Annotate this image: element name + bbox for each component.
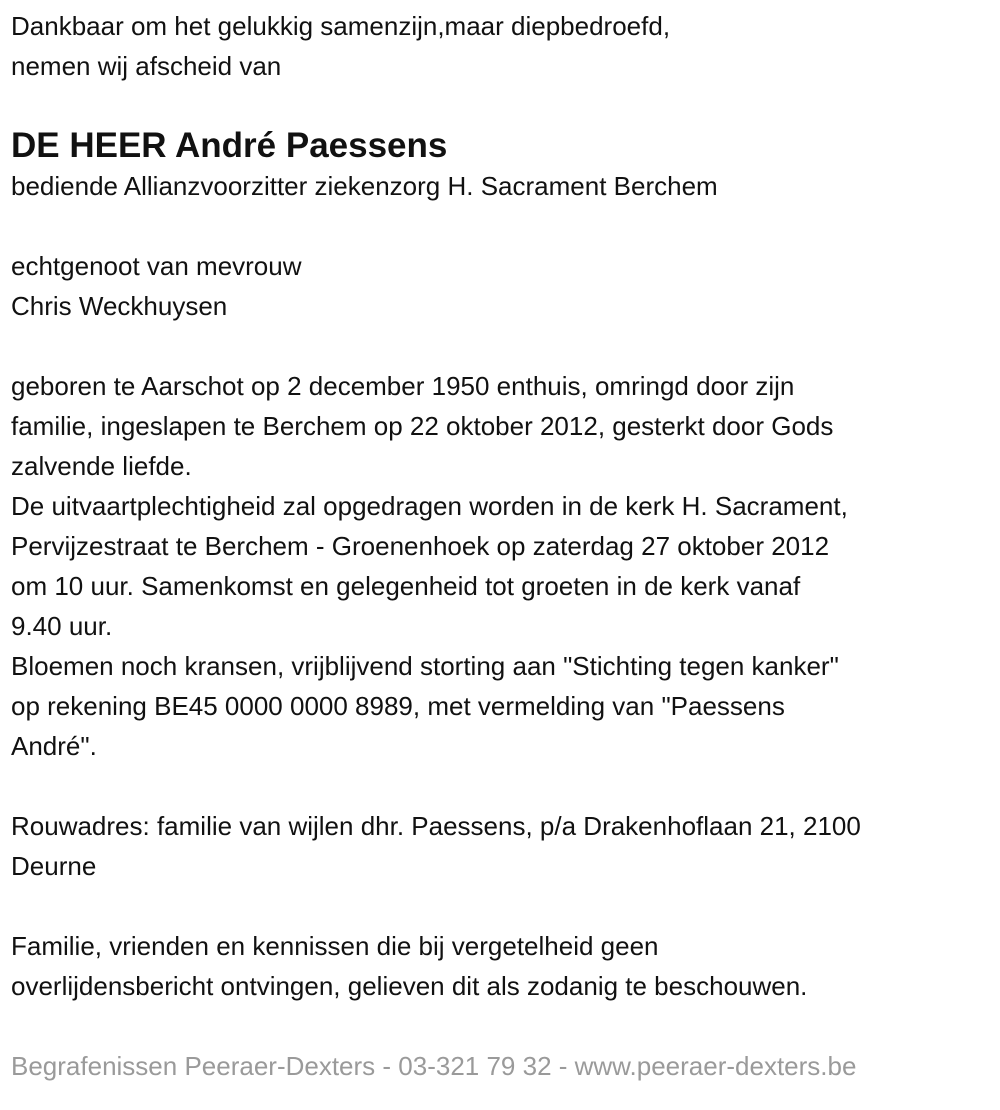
details-line: zalvende liefde. [11, 451, 192, 481]
details-line: 9.40 uur. [11, 611, 113, 641]
details-line: Pervijzestraat te Berchem - Groenenhoek op zaterdag 27 oktober 2012 [11, 531, 830, 561]
intro-line: nemen wij afscheid van [11, 51, 282, 81]
details-line: geboren te Aarschot op 2 december 1950 enthuis, omringd door zijn [11, 371, 795, 401]
details-line: familie, ingeslapen te Berchem op 22 oktober 2012, gesterkt door Gods [11, 411, 834, 441]
details-line: om 10 uur. Samenkomst en gelegenheid tot groeten in de kerk vanaf [11, 571, 801, 601]
details-line: Bloemen noch kransen, vrijblijvend storting aan "Stichting tegen kanker" [11, 651, 839, 681]
address-line: Deurne [11, 851, 97, 881]
spouse-line: echtgenoot van mevrouw [11, 251, 302, 281]
deceased-role: bediende Allianzvoorzitter ziekenzorg H. Sacrament Berchem [11, 171, 718, 201]
details-line: André". [11, 731, 97, 761]
obituary-notice [11, 6, 861, 1086]
deceased-name: DE HEER André Paessens [11, 126, 448, 165]
address-line: Rouwadres: familie van wijlen dhr. Paessens, p/a Drakenhoflaan 21, 2100 [11, 811, 861, 841]
details-line: De uitvaartplechtigheid zal opgedragen worden in de kerk H. Sacrament, [11, 491, 848, 521]
closing-line: overlijdensbericht ontvingen, gelieven dit als zodanig te beschouwen. [11, 971, 808, 1001]
details-line: op rekening BE45 0000 0000 8989, met vermelding van "Paessens [11, 691, 785, 721]
closing-line: Familie, vrienden en kennissen die bij vergetelheid geen [11, 931, 659, 961]
spouse-line: Chris Weckhuysen [11, 291, 228, 321]
funeral-home-footer: Begrafenissen Peeraer-Dexters - 03-321 79 32 - www.peeraer-dexters.be [11, 1051, 857, 1081]
intro-line: Dankbaar om het gelukkig samenzijn,maar diepbedroefd, [11, 11, 671, 41]
